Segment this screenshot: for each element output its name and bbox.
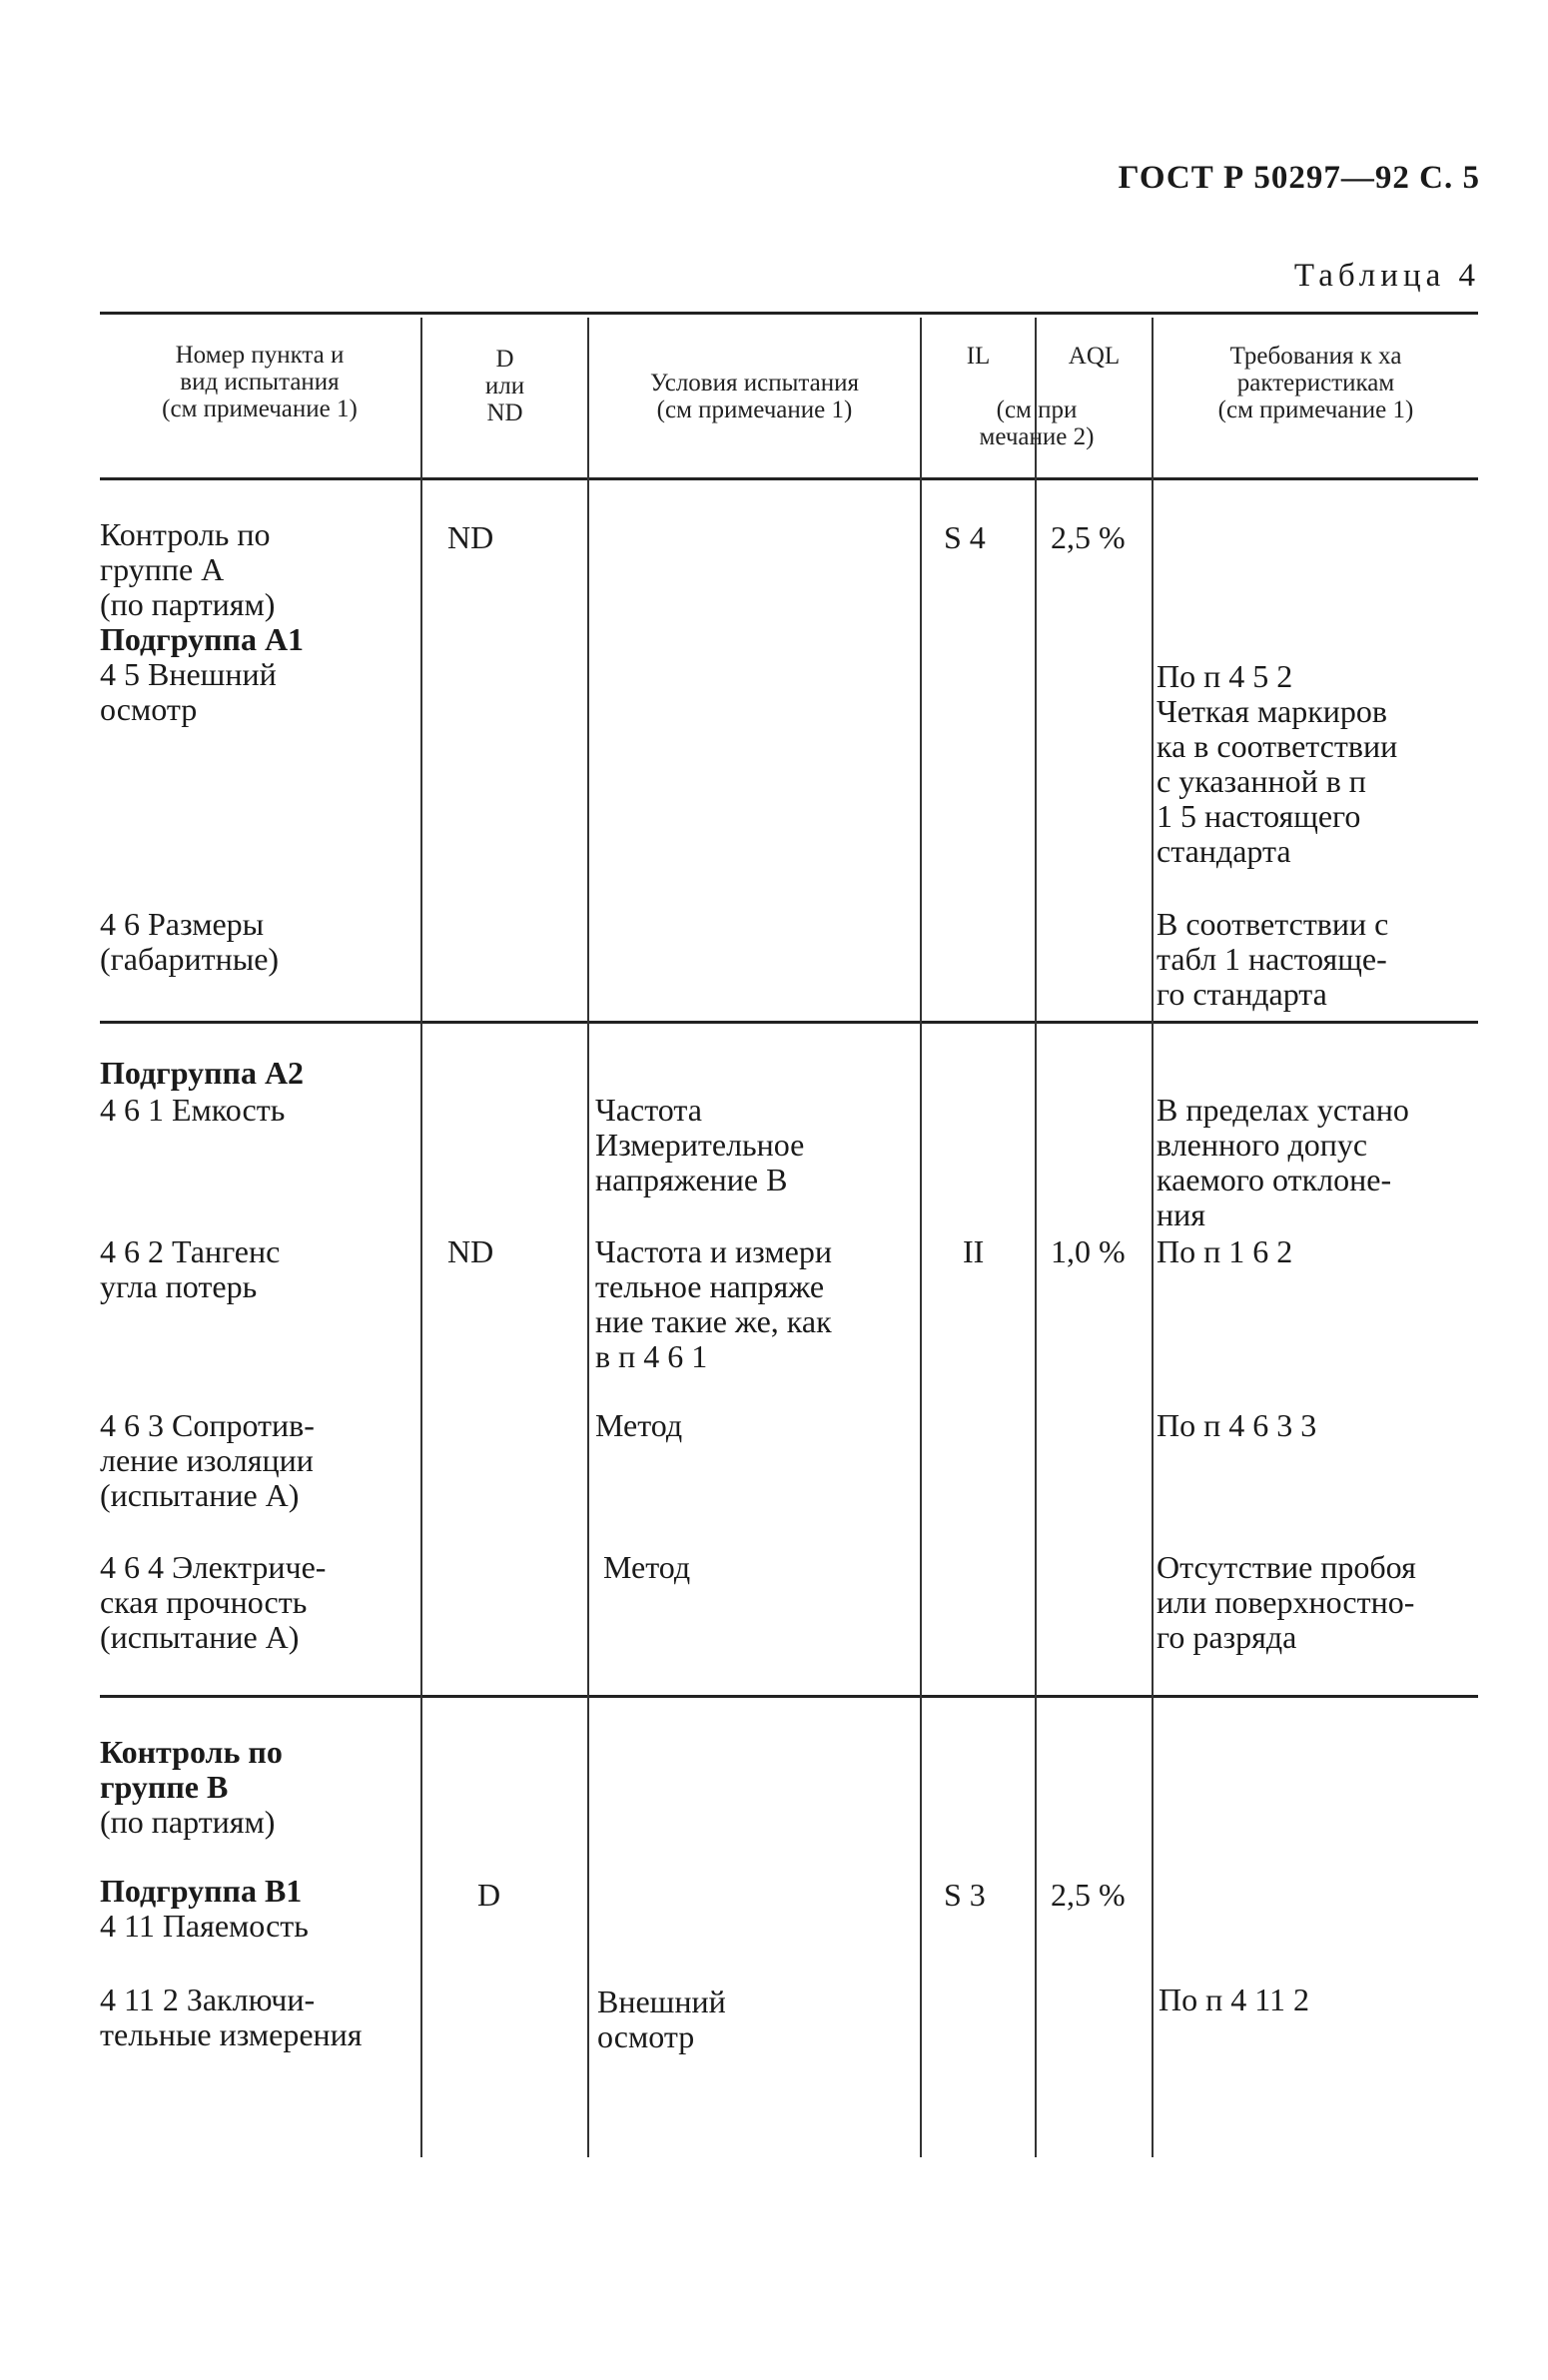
req-462: По п 1 6 2 <box>1157 1233 1293 1269</box>
item-463: 4 6 3 Сопротив- ление изоляции (испытание А) <box>100 1407 315 1513</box>
header-requirements: Требования к ха рактеристикам (см примечание 1) <box>1217 343 1414 423</box>
header-il: IL <box>966 343 991 370</box>
a2-dnd: ND <box>447 1233 494 1269</box>
col-sep-1 <box>420 318 422 2157</box>
section-a2-rule <box>100 1021 1478 1024</box>
header-test: Номер пункта и вид испытания (см примечание 1) <box>162 342 358 422</box>
item-462: 4 6 2 Тангенс угла потерь <box>100 1233 281 1304</box>
b1-subgroup: Подгруппа В1 4 11 Паяемость <box>100 1873 309 1944</box>
header-d-nd: D или ND <box>484 346 525 426</box>
group-b-title: Контроль по группе В (по партиям) <box>100 1734 283 1840</box>
a2-il: II <box>963 1233 985 1269</box>
cond-4112: Внешний осмотр <box>597 1983 726 2054</box>
req-464: Отсутствие пробоя или поверхностно- го разряда <box>1157 1549 1416 1655</box>
item-46: 4 6 Размеры (габаритные) <box>100 906 280 977</box>
col-sep-5 <box>1152 318 1154 2157</box>
a2-subgroup: Подгруппа А2 <box>100 1055 305 1091</box>
a1-il: S 4 <box>944 519 986 555</box>
item-464: 4 6 4 Электриче- ская прочность (испытание А) <box>100 1549 327 1655</box>
cond-462: Частота и измери тельное напряже ние такие же, как в п 4 6 1 <box>595 1233 832 1374</box>
page-header: ГОСТ Р 50297—92 С. 5 <box>1118 160 1480 196</box>
cond-463: Метод <box>595 1407 683 1443</box>
req-4112: По п 4 11 2 <box>1159 1982 1310 2017</box>
req-463: По п 4 6 3 3 <box>1157 1407 1317 1443</box>
req-461: В пределах устано вленного допус каемого отклоне- ния <box>1157 1092 1409 1232</box>
a1-aql: 2,5 % <box>1051 519 1126 555</box>
col-sep-3 <box>920 318 922 2157</box>
header-il-note: (см при мечание 2) <box>979 397 1095 450</box>
header-aql: AQL <box>1068 343 1121 370</box>
table-caption: Таблица 4 <box>1293 258 1480 294</box>
b1-aql: 2,5 % <box>1051 1877 1126 1913</box>
item-461: 4 6 1 Емкость <box>100 1092 286 1128</box>
header-conditions: Условия испытания (см примечание 1) <box>650 370 859 423</box>
a1-dnd: ND <box>447 519 494 555</box>
header-bottom-rule <box>100 477 1478 480</box>
cond-464: Метод <box>603 1549 691 1585</box>
b1-dnd: D <box>477 1877 501 1913</box>
cond-461: Частота Измерительное напряжение В <box>595 1092 805 1197</box>
req-45: По п 4 5 2 Четкая маркиров ка в соответствии с указанной в п 1 5 настоящего стандарта <box>1157 658 1398 869</box>
b1-il: S 3 <box>944 1877 986 1913</box>
req-46: В соответствии с табл 1 настояще- го стандарта <box>1157 906 1389 1012</box>
a2-aql: 1,0 % <box>1051 1233 1126 1269</box>
table-top-rule <box>100 312 1478 315</box>
col-sep-2 <box>587 318 589 2157</box>
item-4112: 4 11 2 Заключи- тельные измерения <box>100 1982 363 2052</box>
section-b-rule <box>100 1695 1478 1698</box>
group-a-title: Контроль по группе А (по партиям) Подгруппа А1 4 5 Внешний осмотр <box>100 516 305 727</box>
col-sep-4 <box>1035 318 1037 2157</box>
